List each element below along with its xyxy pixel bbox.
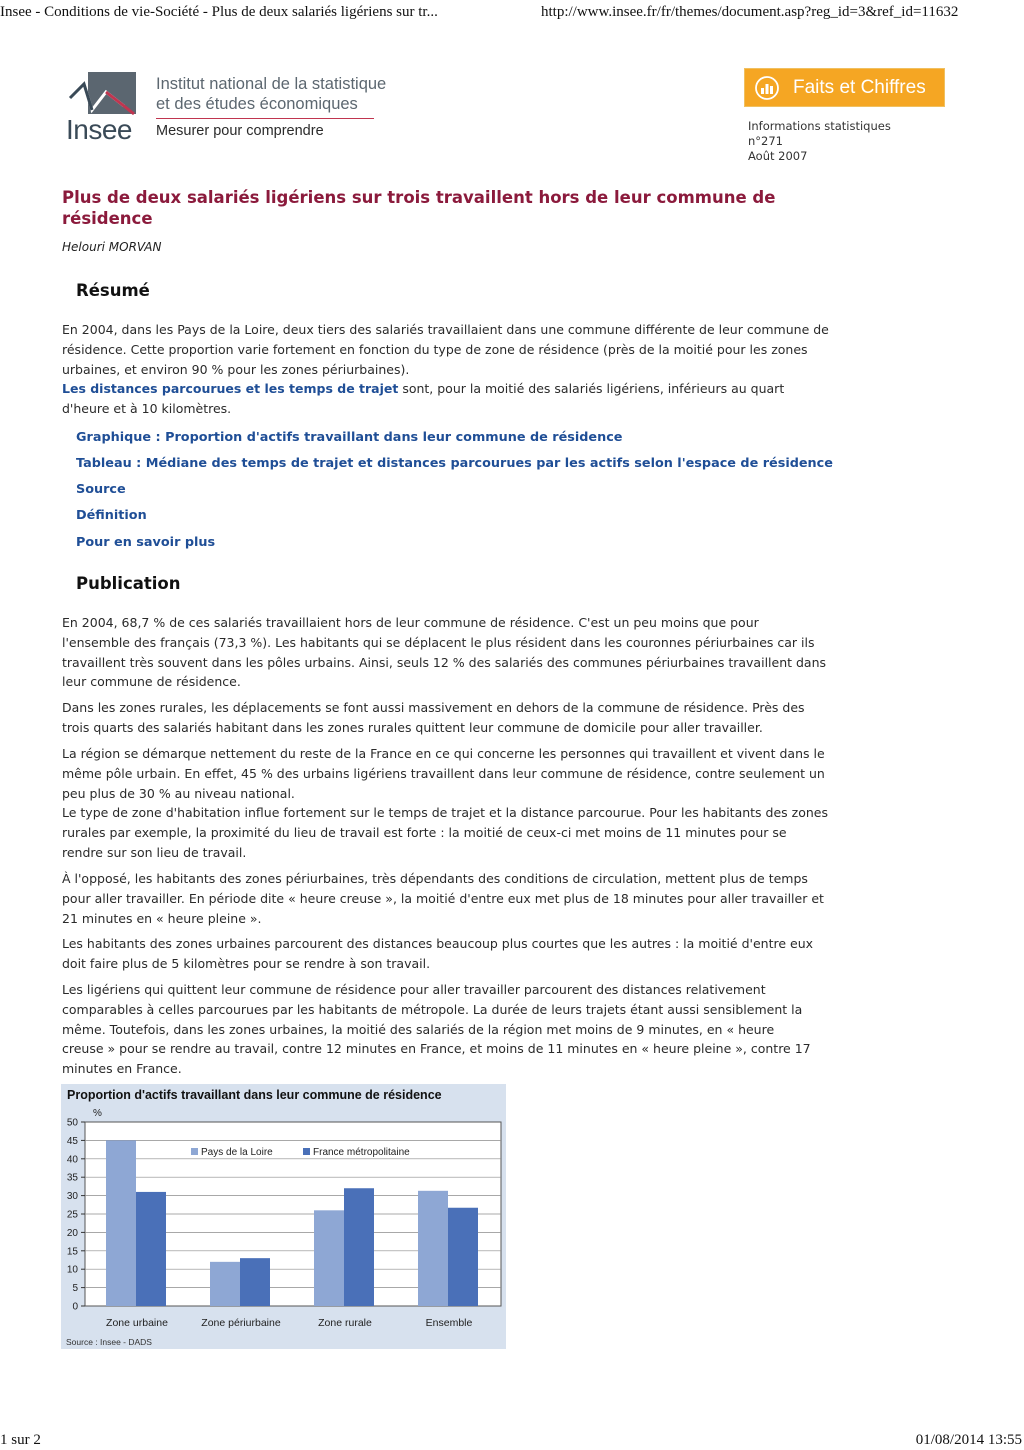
y-tick-label: 40 bbox=[66, 1154, 78, 1166]
link-source[interactable]: Source bbox=[76, 482, 126, 497]
article-title: Plus de deux salariés ligériens sur trois travaillent hors de leur commune de résidence bbox=[62, 188, 776, 228]
link-graphique[interactable]: Graphique : Proportion d'actifs travaillant dans leur commune de résidence bbox=[76, 430, 623, 445]
bar-france-metropolitaine bbox=[344, 1188, 374, 1306]
print-footer bbox=[0, 1432, 1024, 1450]
y-tick-label: 45 bbox=[66, 1135, 78, 1147]
y-tick-label: 15 bbox=[66, 1246, 78, 1258]
text-line: 21 minutes en « heure pleine ». bbox=[62, 910, 262, 926]
text-line: Dans les zones rurales, les déplacements se font aussi massivement en dehors de la commune de résidence. Près des bbox=[62, 700, 805, 715]
publication-heading: Publication bbox=[76, 574, 181, 593]
logo-motto: Mesurer pour comprendre bbox=[156, 123, 324, 139]
proportion-chart bbox=[61, 1084, 506, 1349]
link-definition[interactable]: Définition bbox=[76, 508, 147, 523]
publication-paragraph-4 bbox=[62, 869, 874, 928]
text-line: même. Toutefois, dans les zones urbaines, la moitié des salariés de la région met moins de 9 minutes, en « heure bbox=[62, 1021, 775, 1037]
chart-title: Proportion d'actifs travaillant dans leur commune de résidence bbox=[67, 1088, 442, 1102]
text-line: peu plus de 30 % au niveau national. bbox=[62, 785, 295, 801]
y-tick-label: 20 bbox=[66, 1227, 78, 1239]
resume-paragraph bbox=[62, 320, 874, 419]
publication-paragraph-1 bbox=[62, 613, 874, 692]
category-label: Zone urbaine bbox=[106, 1317, 168, 1329]
resume-line-3: urbaines, et environ 90 % pour les zones périurbaines). bbox=[62, 361, 410, 377]
publication-paragraph-3 bbox=[62, 744, 874, 863]
resume-heading: Résumé bbox=[76, 281, 150, 300]
institute-line-1: Institut national de la statistique bbox=[156, 75, 387, 93]
bar-france-metropolitaine bbox=[240, 1258, 270, 1306]
text-line: leur commune de résidence. bbox=[62, 674, 241, 690]
bar-pays-de-la-loire bbox=[418, 1191, 448, 1306]
category-label: Zone périurbaine bbox=[201, 1317, 281, 1329]
y-tick-label: 25 bbox=[66, 1209, 78, 1221]
resume-line-2: résidence. Cette proportion varie fortement en fonction du type de zone de résidence (près de la moitié pour les zones bbox=[62, 341, 808, 357]
y-tick-label: 10 bbox=[66, 1264, 78, 1276]
legend-label: France métropolitaine bbox=[313, 1147, 410, 1158]
resume-line-4 bbox=[62, 379, 874, 399]
distances-link[interactable]: Les distances parcourues et les temps de trajet bbox=[62, 381, 399, 397]
publication-paragraph-6 bbox=[62, 980, 874, 1079]
legend-swatch bbox=[191, 1148, 198, 1155]
text-line: même pôle urbain. En effet, 45 % des urbains ligériens travaillent dans leur commune de résidence, contre seulement un bbox=[62, 765, 825, 781]
resume-line-4-rest: sont, pour la moitié des salariés ligériens, inférieurs au quart bbox=[398, 381, 785, 397]
bar-pays-de-la-loire bbox=[106, 1140, 136, 1306]
legend-label: Pays de la Loire bbox=[201, 1147, 273, 1158]
publication-info bbox=[748, 119, 891, 164]
page-number: 1 sur 2 bbox=[0, 1432, 41, 1448]
y-tick-label: 30 bbox=[66, 1191, 78, 1203]
text-line: comparables à celles parcourues par les habitants de métropole. La durée de leurs trajets étant aussi sensiblement la bbox=[62, 1001, 803, 1017]
publication-date: Août 2007 bbox=[748, 149, 808, 163]
faits-et-chiffres-button[interactable] bbox=[744, 68, 945, 107]
category-label: Zone rurale bbox=[318, 1317, 372, 1329]
y-tick-label: 35 bbox=[66, 1172, 78, 1184]
institute-name bbox=[156, 74, 386, 114]
faits-et-chiffres-label: Faits et Chiffres bbox=[793, 77, 926, 98]
publication-paragraph-2 bbox=[62, 698, 874, 738]
print-header bbox=[0, 4, 1024, 24]
bar-france-metropolitaine bbox=[136, 1192, 166, 1306]
article-author: Helouri MORVAN bbox=[62, 240, 162, 254]
text-line: Les habitants des zones urbaines parcourent des distances beaucoup plus courtes que les autres : la moitié d'entre eux bbox=[62, 936, 814, 951]
text-line: travaillent très souvent dans les pôles urbains. Ainsi, seuls 12 % des salariés des communes périurbaines travaillent dans bbox=[62, 654, 827, 670]
institute-line-2: et des études économiques bbox=[156, 95, 358, 113]
chart-plot bbox=[61, 1084, 506, 1349]
publication-number: n°271 bbox=[748, 134, 783, 148]
print-header-url: http://www.insee.fr/fr/themes/document.asp?reg_id=3&ref_id=11632 bbox=[541, 4, 959, 20]
category-label: Ensemble bbox=[425, 1317, 473, 1329]
text-line: doit faire plus de 5 kilomètres pour se rendre à son travail. bbox=[62, 955, 431, 971]
text-line: À l'opposé, les habitants des zones périurbaines, très dépendants des conditions de circulation, mettent plus de temps bbox=[62, 871, 808, 886]
text-line: creuse » pour se rendre au travail, contre 12 minutes en France, et moins de 11 minutes en « heure pleine », contre 17 bbox=[62, 1041, 811, 1057]
publication-series: Informations statistiques bbox=[748, 119, 891, 133]
y-tick-label: 0 bbox=[72, 1301, 78, 1313]
text-line: Les ligériens qui quittent leur commune de résidence pour aller travailler parcourent des distances relativement bbox=[62, 982, 766, 997]
y-axis-unit: % bbox=[93, 1108, 102, 1119]
y-tick-label: 5 bbox=[72, 1283, 78, 1295]
legend-swatch bbox=[303, 1148, 310, 1155]
text-line: En 2004, 68,7 % de ces salariés travaillaient hors de leur commune de résidence. C'est un peu moins que pour bbox=[62, 615, 759, 630]
text-line: La région se démarque nettement du reste de la France en ce qui concerne les personnes qui travaillent et vivent dans le bbox=[62, 746, 825, 761]
resume-line-1: En 2004, dans les Pays de la Loire, deux tiers des salariés travaillaient dans une commune différente de leur commune de bbox=[62, 322, 829, 337]
link-pour-en-savoir-plus[interactable]: Pour en savoir plus bbox=[76, 535, 216, 550]
bar-pays-de-la-loire bbox=[314, 1210, 344, 1306]
insee-logo[interactable] bbox=[66, 70, 406, 150]
text-line: minutes en France. bbox=[62, 1061, 182, 1077]
resume-line-5: d'heure et à 10 kilomètres. bbox=[62, 401, 232, 417]
print-datetime: 01/08/2014 13:55 bbox=[915, 1432, 1022, 1448]
link-tableau[interactable]: Tableau : Médiane des temps de trajet et distances parcourues par les actifs selon l'espace de résidence bbox=[76, 456, 833, 471]
chart-bars-icon bbox=[755, 76, 779, 100]
bar-france-metropolitaine bbox=[448, 1208, 478, 1306]
y-tick-label: 50 bbox=[66, 1117, 78, 1129]
publication-paragraph-5 bbox=[62, 934, 874, 974]
logo-divider bbox=[156, 118, 374, 119]
insee-wordmark: Insee bbox=[66, 114, 132, 145]
text-line: rurales par exemple, la proximité du lieu de travail est forte : la moitié de ceux-ci met moins de 11 minutes pour se bbox=[62, 825, 787, 841]
print-header-title: Insee - Conditions de vie-Société - Plus de deux salariés ligériens sur tr... bbox=[0, 4, 438, 20]
chart-source: Source : Insee - DADS bbox=[66, 1337, 152, 1347]
text-line: rendre sur son lieu de travail. bbox=[62, 844, 247, 860]
bar-pays-de-la-loire bbox=[210, 1262, 240, 1306]
text-line: Le type de zone d'habitation influe fortement sur le temps de trajet et la distance parcourue. Pour les habitants des zones bbox=[62, 805, 828, 821]
text-line: l'ensemble des français (73,3 %). Les habitants qui se déplacent le plus résident dans les couronnes périurbaines car ils bbox=[62, 634, 815, 650]
text-line: trois quarts des salariés habitant dans les zones rurales quittent leur commune de domicile pour aller travailler. bbox=[62, 719, 763, 735]
text-line: pour aller travailler. En période dite « heure creuse », la moitié d'entre eux met plus de 18 minutes pour aller travailler et bbox=[62, 890, 824, 906]
